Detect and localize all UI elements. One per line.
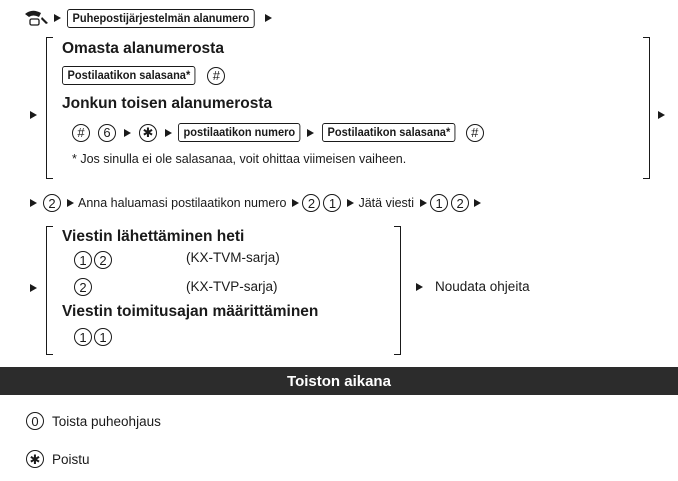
mailbox-number-key: postilaatikon numero: [178, 123, 301, 142]
bracket-left-1: [46, 37, 53, 179]
arrow-icon: [30, 199, 37, 207]
playback-item-exit: [26, 450, 90, 468]
arrow-icon: [265, 14, 272, 22]
enter-mailbox-text: Anna haluamasi postilaatikon numero: [78, 196, 287, 210]
playback-header: Toiston aikana: [0, 367, 678, 395]
arrow-icon: [658, 111, 665, 119]
schedule-keys: [74, 328, 112, 346]
arrow-icon: [30, 284, 37, 292]
hash-key: #: [207, 67, 225, 85]
arrow-icon: [474, 199, 481, 207]
own-extension-keys: [62, 66, 225, 85]
line-1: [22, 6, 272, 30]
two-key: 2: [302, 194, 320, 212]
handset-icon: [22, 8, 50, 28]
follow-instructions: [416, 279, 530, 294]
schedule-heading: Viestin toimitusajan määrittäminen: [62, 303, 319, 320]
arrow-icon: [292, 199, 299, 207]
one-key: 1: [430, 194, 448, 212]
hash-key: #: [466, 124, 484, 142]
arrow-icon: [30, 111, 37, 119]
arrow-icon: [124, 129, 131, 137]
own-extension-heading: Omasta alanumerosta: [62, 40, 224, 57]
extension-key: Puhepostijärjestelmän alanumero: [67, 9, 255, 28]
tvm-label: (KX-TVM-sarja): [186, 250, 280, 265]
playback-item-replay: [26, 412, 161, 430]
tvm-row: [74, 251, 112, 269]
arrow-icon: [420, 199, 427, 207]
other-extension-keys: [72, 123, 484, 142]
arrow-icon: [347, 199, 354, 207]
exit-label: Poistu: [52, 451, 90, 467]
other-extension-heading: Jonkun toisen alanumerosta: [62, 95, 273, 112]
leave-message-text: Jätä viesti: [358, 196, 415, 210]
arrow-icon: [54, 14, 61, 22]
two-key: 2: [74, 278, 92, 296]
tvp-label: (KX-TVP-sarja): [186, 279, 278, 294]
footnote: * Jos sinulla ei ole salasanaa, voit ohittaa viimeisen vaiheen.: [72, 152, 407, 166]
two-key: 2: [451, 194, 469, 212]
replay-label: Toista puheohjaus: [52, 413, 161, 429]
bracket-right-1: [643, 37, 650, 179]
line-3: [30, 192, 481, 214]
one-key: 1: [94, 328, 112, 346]
bracket-right-2: [394, 226, 401, 355]
password-key: Postilaatikon salasana*: [322, 123, 456, 142]
password-key: Postilaatikon salasana*: [62, 66, 196, 85]
arrow-icon: [165, 129, 172, 137]
two-key: 2: [94, 251, 112, 269]
one-key: 1: [74, 251, 92, 269]
arrow-icon: [67, 199, 74, 207]
six-key: 6: [98, 124, 116, 142]
star-key: ✱: [26, 450, 44, 468]
hash-key: #: [72, 124, 90, 142]
send-now-heading: Viestin lähettäminen heti: [62, 228, 245, 245]
one-key: 1: [74, 328, 92, 346]
arrow-icon: [416, 283, 423, 291]
arrow-icon: [307, 129, 314, 137]
bracket-left-2: [46, 226, 53, 355]
two-key: 2: [43, 194, 61, 212]
tvp-row: [74, 278, 92, 296]
zero-key: 0: [26, 412, 44, 430]
one-key: 1: [323, 194, 341, 212]
star-key: ✱: [139, 124, 157, 142]
follow-text: Noudata ohjeita: [435, 279, 530, 294]
